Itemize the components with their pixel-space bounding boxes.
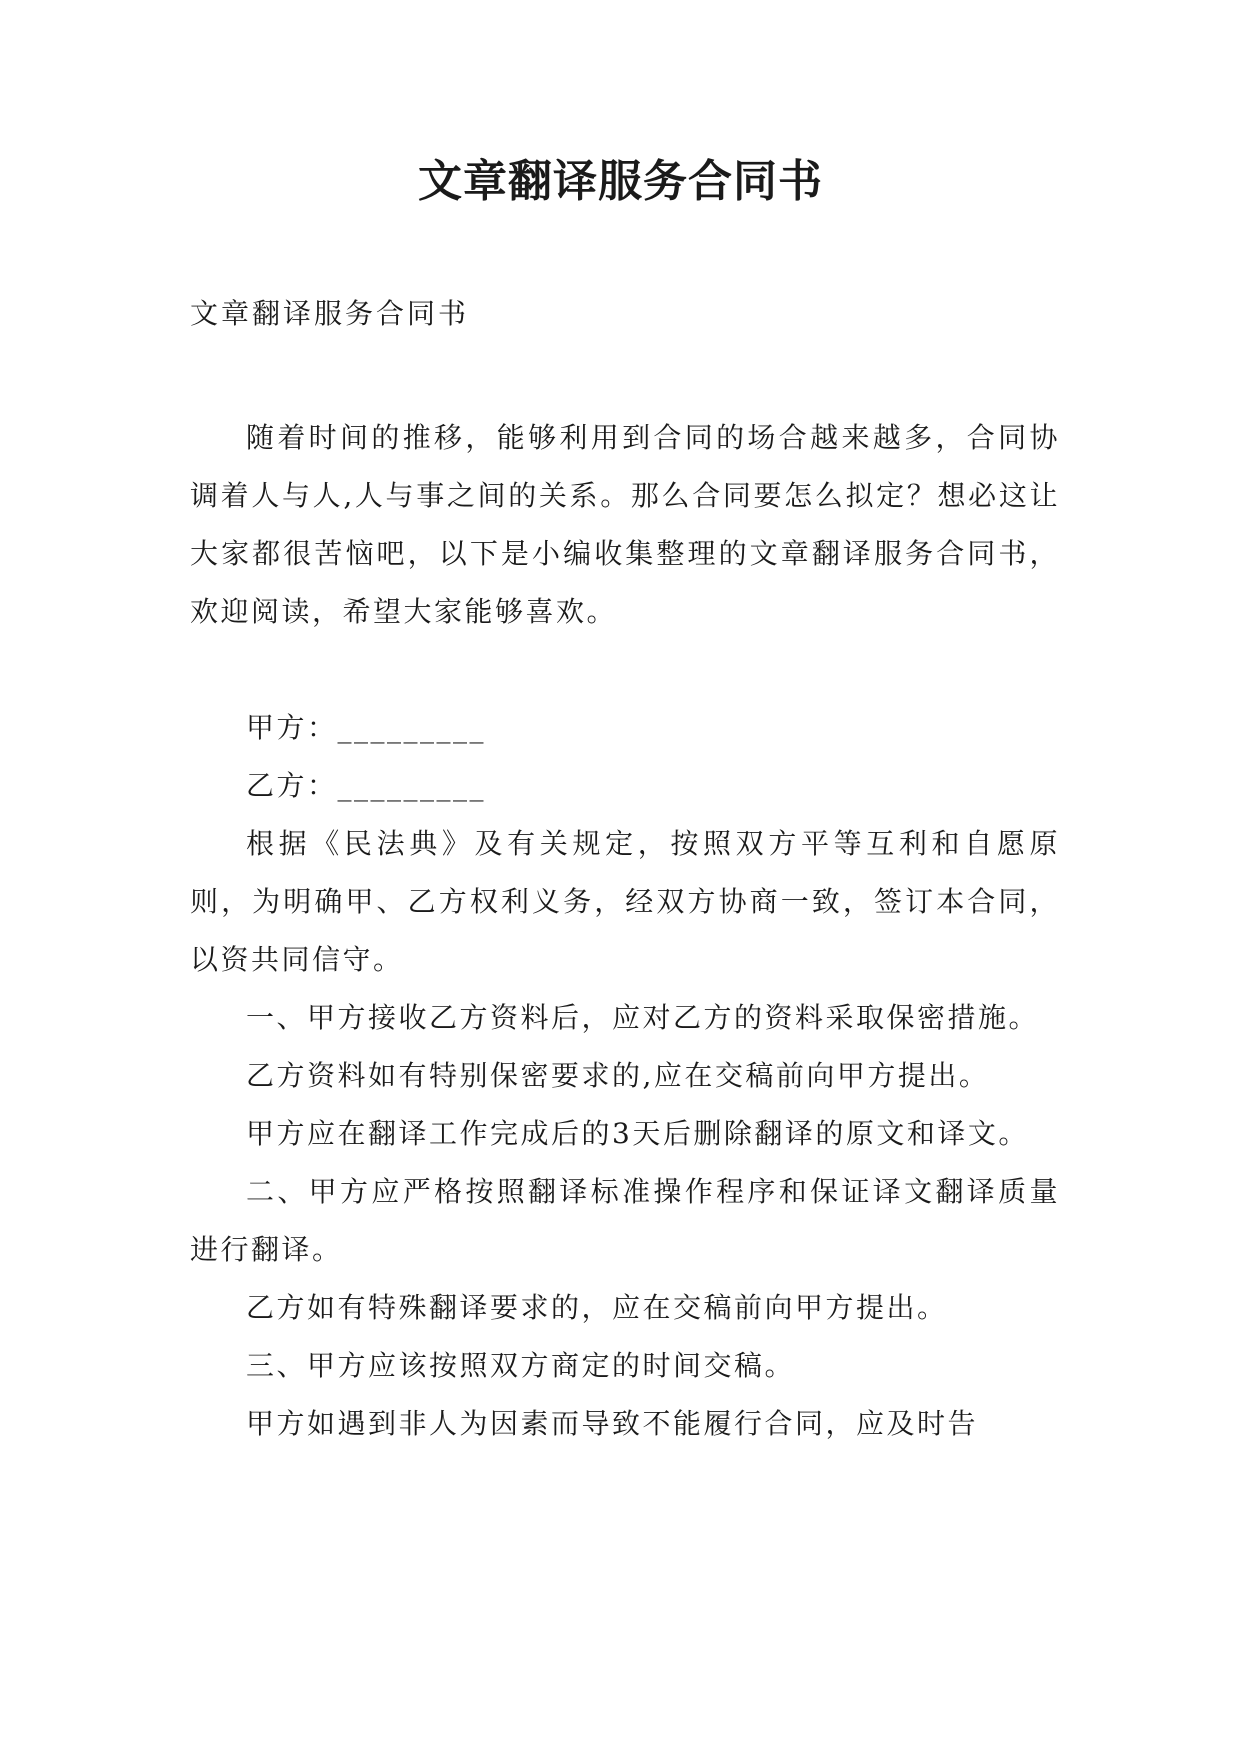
clause-3: 三、甲方应该按照双方商定的时间交稿。 — [246, 1349, 796, 1382]
party-b-line: 乙方：_________ — [246, 769, 487, 802]
clause-3-note: 甲方如遇到非人为因素而导致不能履行合同，应及时告 — [246, 1407, 979, 1440]
document-title: 文章翻译服务合同书 — [418, 156, 823, 207]
party-a-line: 甲方：_________ — [246, 711, 487, 744]
document-subtitle: 文章翻译服务合同书 — [190, 297, 470, 330]
clause-2: 二、甲方应严格按照翻译标准操作程序和保证译文翻译质量进行翻译。 — [190, 1175, 1060, 1266]
clause-1: 一、甲方接收乙方资料后，应对乙方的资料采取保密措施。 — [246, 1001, 1040, 1034]
clause-2-note: 乙方如有特殊翻译要求的，应在交稿前向甲方提出。 — [246, 1291, 948, 1324]
intro-paragraph: 随着时间的推移，能够利用到合同的场合越来越多，合同协调着人与人,人与事之间的关系。那么合同要怎么拟定？想必这让大家都很苦恼吧，以下是小编收集整理的文章翻译服务合同书，欢迎阅读，希望大家能够喜欢。 — [190, 421, 1060, 628]
clause-1-note-b: 甲方应在翻译工作完成后的3天后删除翻译的原文和译文。 — [246, 1117, 1029, 1150]
paragraph-gap — [190, 641, 1060, 699]
legal-basis-paragraph: 根据《民法典》及有关规定，按照双方平等互利和自愿原则，为明确甲、乙方权利义务，经双方协商一致，签订本合同，以资共同信守。 — [190, 827, 1060, 976]
clause-1-note-a: 乙方资料如有特别保密要求的,应在交稿前向甲方提出。 — [246, 1059, 990, 1092]
document-body — [190, 409, 1060, 1453]
